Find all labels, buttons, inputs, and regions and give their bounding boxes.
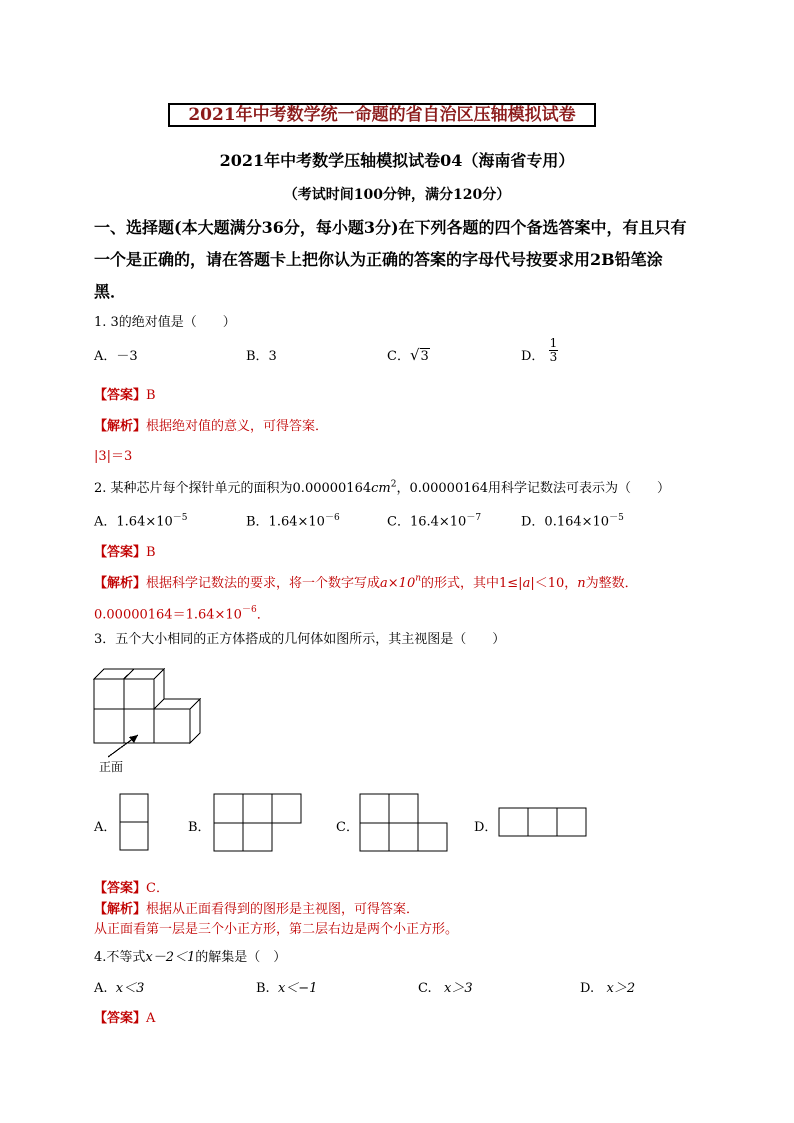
q3-option-d-label: D． [474, 820, 498, 835]
q4-option-b: B. x＜−1 [256, 981, 318, 996]
q4-option-c: C. x＞3 [418, 981, 473, 996]
q3-answer: 【答案】C． [94, 881, 169, 896]
q2-option-a: A．$1.64\times 10^{-5}$ [94, 513, 188, 530]
section-line-1: 一、选择题(本大题满分36分，每小题3分)在下列各题的四个备选答案中，有且只有 [94, 218, 687, 237]
exam-banner: 2021年中考数学统一命题的省自治区压轴模拟试卷 [168, 103, 596, 127]
q1-stem: 1. 3的绝对值是（ ） [94, 315, 236, 330]
q1-option-b: B．3 [246, 349, 277, 364]
q3-option-c-figure [359, 793, 449, 853]
q1-analysis: 【解析】根据绝对值的意义，可得答案． [94, 419, 329, 434]
q2-work: $0.00000164=1.64\times 10^{-6}$． [94, 605, 270, 623]
q3-option-c-label: C． [336, 820, 359, 835]
q2-analysis: 【解析】根据科学记数法的要求，将一个数字写成$a\times 10^n$的形式，其中1≤|a|＜10，n为整数． [94, 573, 638, 591]
section-line-3: 黑． [94, 282, 127, 301]
q1-work: |3|＝3 [94, 449, 133, 464]
q2-stem: 2. 某种芯片每个探针单元的面积为$0.00000164cm^2$，0.00000164用科学记数法可表示为（ ） [94, 479, 671, 496]
q2-answer: 【答案】B [94, 545, 156, 560]
q1-option-a: A．－3 [94, 349, 138, 364]
q2-option-d: D．$0.164\times 10^{-5}$ [521, 513, 624, 530]
q1-option-d: D． $\frac{1}{3}$ [521, 336, 558, 364]
q4-stem: 4.不等式x－2＜1的解集是（ ） [94, 950, 287, 965]
q4-option-d: D. x＞2 [580, 981, 636, 996]
front-label: 正面 [99, 760, 124, 774]
q3-option-b-figure [213, 793, 303, 853]
q2-option-b: B．$1.64\times 10^{-6}$ [246, 513, 340, 530]
q1-option-c: C．√3 [387, 346, 429, 364]
q3-stem: 3．五个大小相同的正方体搭成的几何体如图所示，其主视图是（ ） [94, 632, 506, 647]
q3-option-d-figure [498, 807, 588, 838]
q1-answer: 【答案】B [94, 388, 156, 403]
q3-option-b-label: B． [188, 820, 211, 835]
exam-subtitle: （考试时间100分钟，满分120分） [283, 187, 511, 203]
q3-work: 从正面看第一层是三个小正方形，第二层右边是两个小正方形。 [94, 922, 459, 937]
section-line-2: 一个是正确的，请在答题卡上把你认为正确的答案的字母代号按要求用2B铅笔涂 [94, 250, 663, 269]
q3-analysis: 【解析】根据从正面看得到的图形是主视图，可得答案． [94, 902, 420, 917]
q2-option-c: C．$16.4\times 10^{-7}$ [387, 513, 482, 530]
exam-title: 2021年中考数学压轴模拟试卷04（海南省专用） [219, 151, 575, 170]
q4-answer: 【答案】A [94, 1011, 156, 1026]
q3-option-a-figure [119, 793, 149, 853]
q3-option-a-label: A． [94, 820, 117, 835]
q4-option-a: A. x＜3 [94, 981, 145, 996]
